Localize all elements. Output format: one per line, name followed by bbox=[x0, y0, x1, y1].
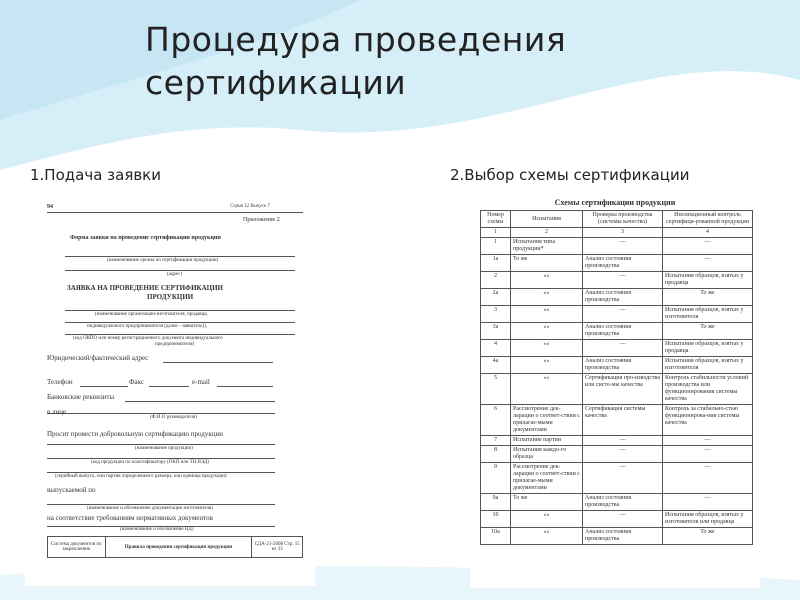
hint-director: (Ф.И.О руководителя) bbox=[150, 415, 197, 420]
hint-batch: (серийный выпуск, или партия определенного размера, или единица продукции) bbox=[55, 474, 227, 479]
right-caption: 2.Выбор схемы сертификации bbox=[450, 166, 690, 184]
header-production-check: Проверка производства (системы качества) bbox=[583, 211, 663, 228]
table-header-row bbox=[481, 211, 753, 228]
hint-standards: (наименование и обозначение НД) bbox=[120, 527, 194, 532]
cell-scheme-number: 2а bbox=[481, 289, 511, 306]
hint-documentation: (наименование и обозначение документации изготовителя) bbox=[87, 506, 213, 511]
cell-inspection-control: — bbox=[663, 494, 753, 511]
cell-tests: «» bbox=[511, 306, 583, 323]
table-header-numbers bbox=[481, 228, 753, 238]
cell-production-check: — bbox=[583, 463, 663, 494]
cell-production-check: Сертификация системы качества bbox=[583, 405, 663, 436]
cell-scheme-number: 3 bbox=[481, 306, 511, 323]
cell-scheme-number: 3а bbox=[481, 323, 511, 340]
table-row bbox=[481, 238, 753, 255]
hint-okpo: (код ОКПО или номер регистрационного документа индивидуального bbox=[73, 336, 223, 341]
table-row bbox=[481, 323, 753, 340]
cell-tests: То же bbox=[511, 494, 583, 511]
cell-production-check: Анализ состояния производства bbox=[583, 289, 663, 306]
cell-tests: «» bbox=[511, 374, 583, 405]
table-row bbox=[481, 340, 753, 357]
hint-organ: (наименование органа по сертификации продукции) bbox=[107, 258, 219, 263]
table-row bbox=[481, 436, 753, 446]
table-row bbox=[481, 272, 753, 289]
cell-inspection-control: — bbox=[663, 446, 753, 463]
address-label: Юридический/фактический адрес bbox=[47, 354, 149, 362]
cell-production-check: Анализ состояния производства bbox=[583, 528, 663, 545]
cell-scheme-number: 2 bbox=[481, 272, 511, 289]
phone-label: Телефон bbox=[47, 378, 73, 386]
cell-inspection-control: То же bbox=[663, 528, 753, 545]
cell-tests: Рассмотрение дек-ларации о соответ-ствии с прилагае-мыми документами bbox=[511, 463, 583, 494]
cell-production-check: — bbox=[583, 446, 663, 463]
header-scheme-number: Номер схемы bbox=[481, 211, 511, 228]
header-tests: Испытания bbox=[511, 211, 583, 228]
blank-line bbox=[47, 413, 275, 414]
blank-line bbox=[65, 322, 295, 323]
cell-scheme-number: 4а bbox=[481, 357, 511, 374]
cell-tests: «» bbox=[511, 272, 583, 289]
hint-product: (наименование продукции) bbox=[135, 446, 193, 451]
cell-inspection-control: Контроль за стабильно-стью функционирова-ния системы качества bbox=[663, 405, 753, 436]
cell-tests: Испытания типа продукции* bbox=[511, 238, 583, 255]
produced-label: выпускаемой по bbox=[47, 486, 96, 494]
blank-line bbox=[149, 386, 189, 387]
cell-production-check: — bbox=[583, 511, 663, 528]
table-row bbox=[481, 255, 753, 272]
cell-scheme-number: 8 bbox=[481, 446, 511, 463]
hint-entrepreneur: индивидуального предпринимателя (далее - заявитель)), bbox=[87, 324, 208, 329]
blank-line bbox=[125, 401, 275, 402]
cell-production-check: — bbox=[583, 340, 663, 357]
slide-title bbox=[145, 18, 566, 104]
person-label: в лице bbox=[47, 408, 67, 416]
blank-line bbox=[47, 444, 275, 445]
cell-production-check: Анализ состояния производства bbox=[583, 357, 663, 374]
table-row bbox=[481, 357, 753, 374]
application-heading-2: ПРОДУКЦИИ bbox=[147, 293, 194, 301]
cell-scheme-number: 5 bbox=[481, 374, 511, 405]
cell-production-check: Анализ состояния производства bbox=[583, 323, 663, 340]
cell-inspection-control: То же bbox=[663, 323, 753, 340]
table-row bbox=[481, 289, 753, 306]
cell-tests: Испытания каждо-го образца bbox=[511, 446, 583, 463]
divider bbox=[47, 212, 303, 213]
cell-inspection-control: Испытания образцов, взятых у изготовителя или продавца bbox=[663, 511, 753, 528]
blank-line bbox=[65, 256, 295, 257]
cell-scheme-number: 1а bbox=[481, 255, 511, 272]
table-title: Схемы сертификации продукции bbox=[554, 198, 676, 207]
request-text: Просит провести добровольную сертификацию продукции bbox=[47, 430, 223, 438]
header-num: 1 bbox=[481, 228, 511, 238]
blank-line bbox=[47, 458, 275, 459]
blank-line bbox=[65, 334, 295, 335]
email-label: e-mail bbox=[192, 378, 210, 386]
cell-tests: То же bbox=[511, 255, 583, 272]
cell-tests: «» bbox=[511, 340, 583, 357]
footer-code: СДА-21-2008 Стр. 15 из 33 bbox=[254, 542, 300, 552]
blank-line bbox=[65, 270, 295, 271]
table-row bbox=[481, 405, 753, 436]
cell-inspection-control: Испытания образцов, взятых у изготовителя bbox=[663, 357, 753, 374]
cell-scheme-number: 9а bbox=[481, 494, 511, 511]
cell-inspection-control: — bbox=[663, 255, 753, 272]
blank-line bbox=[47, 472, 275, 473]
hint-address: (адрес) bbox=[167, 272, 183, 277]
cell-scheme-number: 6 bbox=[481, 405, 511, 436]
hint-okpo-2: предпринимателя) bbox=[155, 342, 195, 347]
hint-product-code: (код продукции по классификатору (ОКП или ТН ВЭД) bbox=[91, 460, 209, 465]
cell-production-check: Сертификация про-изводства или систе-мы качества bbox=[583, 374, 663, 405]
cell-scheme-number: 4 bbox=[481, 340, 511, 357]
application-heading: ЗАЯВКА НА ПРОВЕДЕНИЕ СЕРТИФИКАЦИИ bbox=[67, 284, 223, 292]
cell-scheme-number: 7 bbox=[481, 436, 511, 446]
schemes-table-body bbox=[481, 238, 753, 545]
cell-production-check: — bbox=[583, 306, 663, 323]
title-line-2: сертификации bbox=[145, 63, 407, 102]
footer-system: Система документов по закреплению bbox=[48, 537, 106, 557]
cell-inspection-control: Испытания образцов, взятых у изготовителя bbox=[663, 306, 753, 323]
compliance-text: на соответствие требованиям нормативных документов bbox=[47, 514, 213, 522]
table-row bbox=[481, 511, 753, 528]
cell-scheme-number: 1 bbox=[481, 238, 511, 255]
cell-inspection-control: — bbox=[663, 463, 753, 494]
cell-production-check: Анализ состояния производства bbox=[583, 255, 663, 272]
left-caption: 1.Подача заявки bbox=[30, 166, 161, 184]
cell-inspection-control: — bbox=[663, 238, 753, 255]
cell-tests: «» bbox=[511, 323, 583, 340]
certification-schemes-document bbox=[470, 192, 760, 588]
cell-tests: «» bbox=[511, 357, 583, 374]
form-title: Форма заявки на проведение сертификации продукции bbox=[70, 235, 221, 241]
document-footer bbox=[47, 536, 303, 558]
cell-tests: Испытание партии bbox=[511, 436, 583, 446]
blank-line bbox=[80, 386, 128, 387]
cell-production-check: — bbox=[583, 238, 663, 255]
blank-line bbox=[65, 310, 295, 311]
schemes-table bbox=[480, 210, 753, 545]
cell-inspection-control: То же bbox=[663, 289, 753, 306]
blank-line bbox=[163, 362, 273, 363]
cell-tests: «» bbox=[511, 511, 583, 528]
blank-line bbox=[217, 386, 273, 387]
title-line-1: Процедура проведения bbox=[145, 20, 567, 59]
cell-inspection-control: Испытания образцов, взятых у продавца bbox=[663, 272, 753, 289]
table-row bbox=[481, 494, 753, 511]
header-num: 3 bbox=[583, 228, 663, 238]
blank-line bbox=[47, 504, 275, 505]
cell-tests: Рассмотрение дек-ларации о соответ-ствии с прилагае-мыми документами bbox=[511, 405, 583, 436]
cell-tests: «» bbox=[511, 289, 583, 306]
table-row bbox=[481, 374, 753, 405]
bank-label: Банковские реквизиты bbox=[47, 393, 115, 401]
application-form-document bbox=[25, 186, 315, 586]
cell-production-check: Анализ состояния производства bbox=[583, 494, 663, 511]
table-row bbox=[481, 528, 753, 545]
hint-org: (наименование организации-изготовителя, продавца, bbox=[95, 312, 208, 317]
fax-label: Факс bbox=[129, 378, 144, 386]
table-row bbox=[481, 463, 753, 494]
cell-tests: «» bbox=[511, 528, 583, 545]
cell-inspection-control: — bbox=[663, 436, 753, 446]
cell-scheme-number: 9 bbox=[481, 463, 511, 494]
header-num: 4 bbox=[663, 228, 753, 238]
header-num: 2 bbox=[511, 228, 583, 238]
cell-production-check: — bbox=[583, 436, 663, 446]
cell-inspection-control: Испытания образцов, взятых у продавца bbox=[663, 340, 753, 357]
cell-inspection-control: Контроль стабильности условий производства или функционирования системы качества bbox=[663, 374, 753, 405]
footer-rules: Правила проведения сертификации продукции bbox=[106, 537, 253, 557]
cell-scheme-number: 10а bbox=[481, 528, 511, 545]
cell-production-check: — bbox=[583, 272, 663, 289]
cell-scheme-number: 10 bbox=[481, 511, 511, 528]
header-inspection-control: Инспекционный контроль сертифици-рованной продукции bbox=[663, 211, 753, 228]
series-label: Серия 12 Выпуск 7 bbox=[230, 204, 270, 209]
table-row bbox=[481, 446, 753, 463]
page-number: 94 bbox=[47, 204, 53, 210]
appendix-label: Приложение 2 bbox=[243, 217, 280, 223]
table-row bbox=[481, 306, 753, 323]
